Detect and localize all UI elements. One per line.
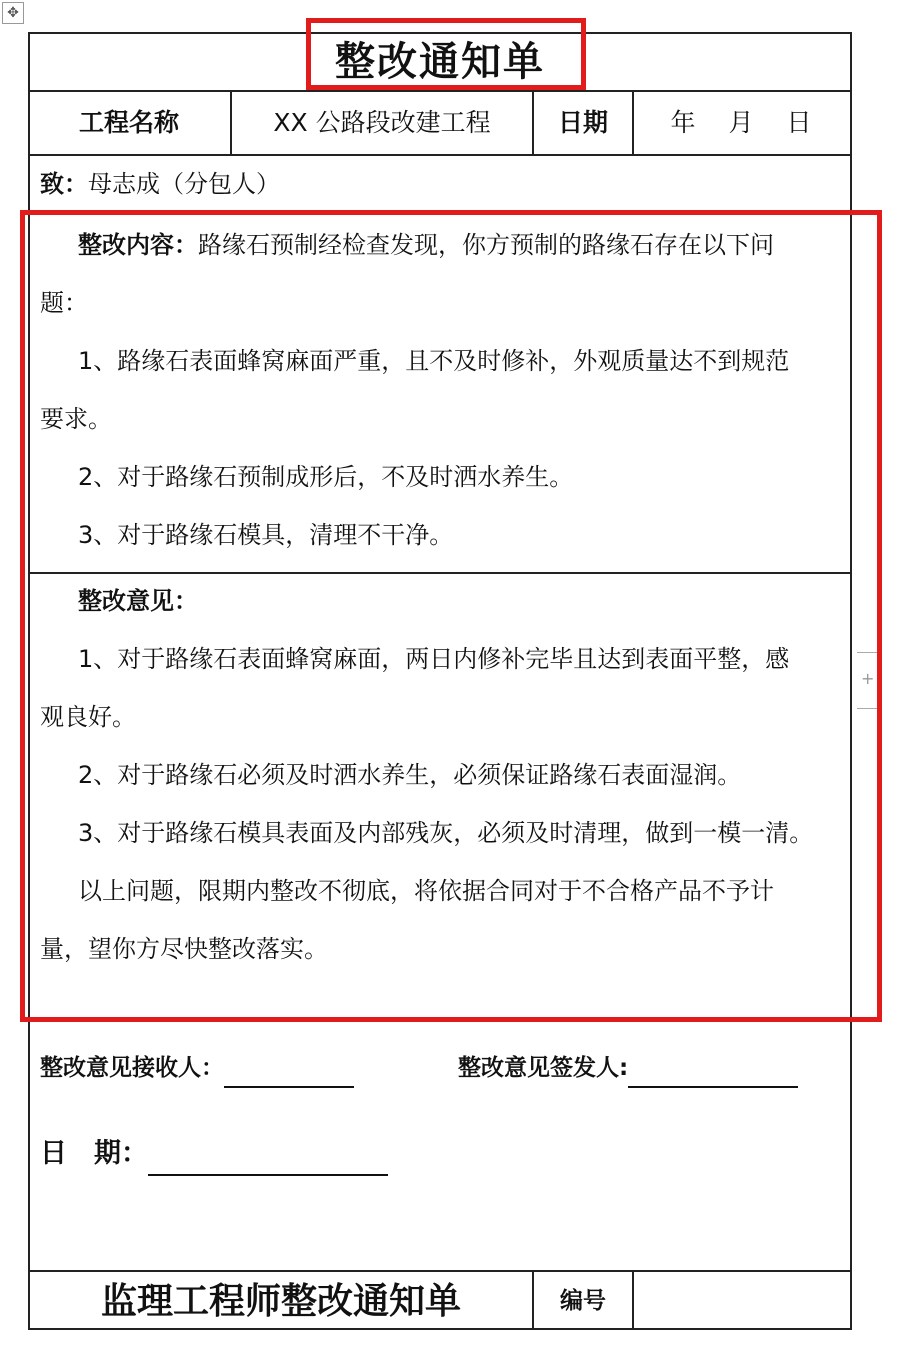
footer-number-label: 编号	[560, 1288, 606, 1314]
content-item: 2、对于路缘石预制成形后，不及时洒水养生。	[78, 463, 574, 491]
date-label: 日期	[557, 108, 608, 137]
content-item: 1、路缘石表面蜂窝麻面严重，且不及时修补，外观质量达不到规范	[78, 347, 790, 375]
title-highlight-box	[306, 18, 586, 90]
issuer-label: 整改意见签发人:	[458, 1055, 629, 1081]
recipient-label: 致：	[40, 170, 88, 198]
plus-icon: +	[861, 669, 875, 688]
recipient-line[interactable]	[40, 156, 280, 212]
content-label: 整改内容：	[78, 231, 198, 259]
footer-number-value[interactable]	[634, 1272, 852, 1330]
content-intro: 路缘石预制经检查发现，你方预制的路缘石存在以下问	[198, 231, 774, 259]
content-item: 3、对于路缘石模具，清理不干净。	[78, 521, 454, 549]
opinion-item: 2、对于路缘石必须及时洒水养生，必须保证路缘石表面湿润。	[78, 761, 742, 789]
opinion-item-wrap: 观良好。	[40, 703, 136, 731]
sign-date-line[interactable]	[148, 1140, 388, 1176]
table-move-handle-icon[interactable]: ✥	[2, 2, 24, 24]
receiver-label: 整改意见接收人：	[40, 1055, 224, 1081]
receiver-signature-line[interactable]	[224, 1056, 354, 1088]
opinion-item: 3、对于路缘石模具表面及内部残灰，必须及时清理，做到一模一清。	[78, 819, 814, 847]
date-value[interactable]: 年 月 日	[670, 108, 816, 137]
opinion-item: 1、对于路缘石表面蜂窝麻面，两日内修补完毕且达到表面平整，感	[78, 645, 790, 673]
closing-text-wrap: 量，望你方尽快整改落实。	[40, 935, 328, 963]
sign-date-label: 日 期：	[40, 1138, 148, 1169]
issuer-signature-line[interactable]	[628, 1056, 798, 1088]
sign-date-field[interactable]	[40, 1132, 388, 1176]
recipient-value: 母志成（分包人）	[88, 170, 280, 198]
content-highlight-box	[20, 210, 882, 1022]
project-name-label: 工程名称	[78, 108, 179, 137]
content-intro-wrap: 题：	[40, 289, 88, 317]
receiver-field[interactable]	[40, 1048, 354, 1088]
footer-title: 监理工程师整改通知单	[100, 1280, 461, 1322]
page-title: 整改通知单	[335, 38, 545, 85]
closing-text: 以上问题，限期内整改不彻底，将依据合同对于不合格产品不予计	[78, 877, 774, 905]
issuer-field[interactable]	[458, 1048, 798, 1088]
project-name-value[interactable]: XX 公路段改建工程	[273, 108, 491, 137]
opinion-label: 整改意见：	[78, 587, 198, 615]
content-item-wrap: 要求。	[40, 405, 112, 433]
